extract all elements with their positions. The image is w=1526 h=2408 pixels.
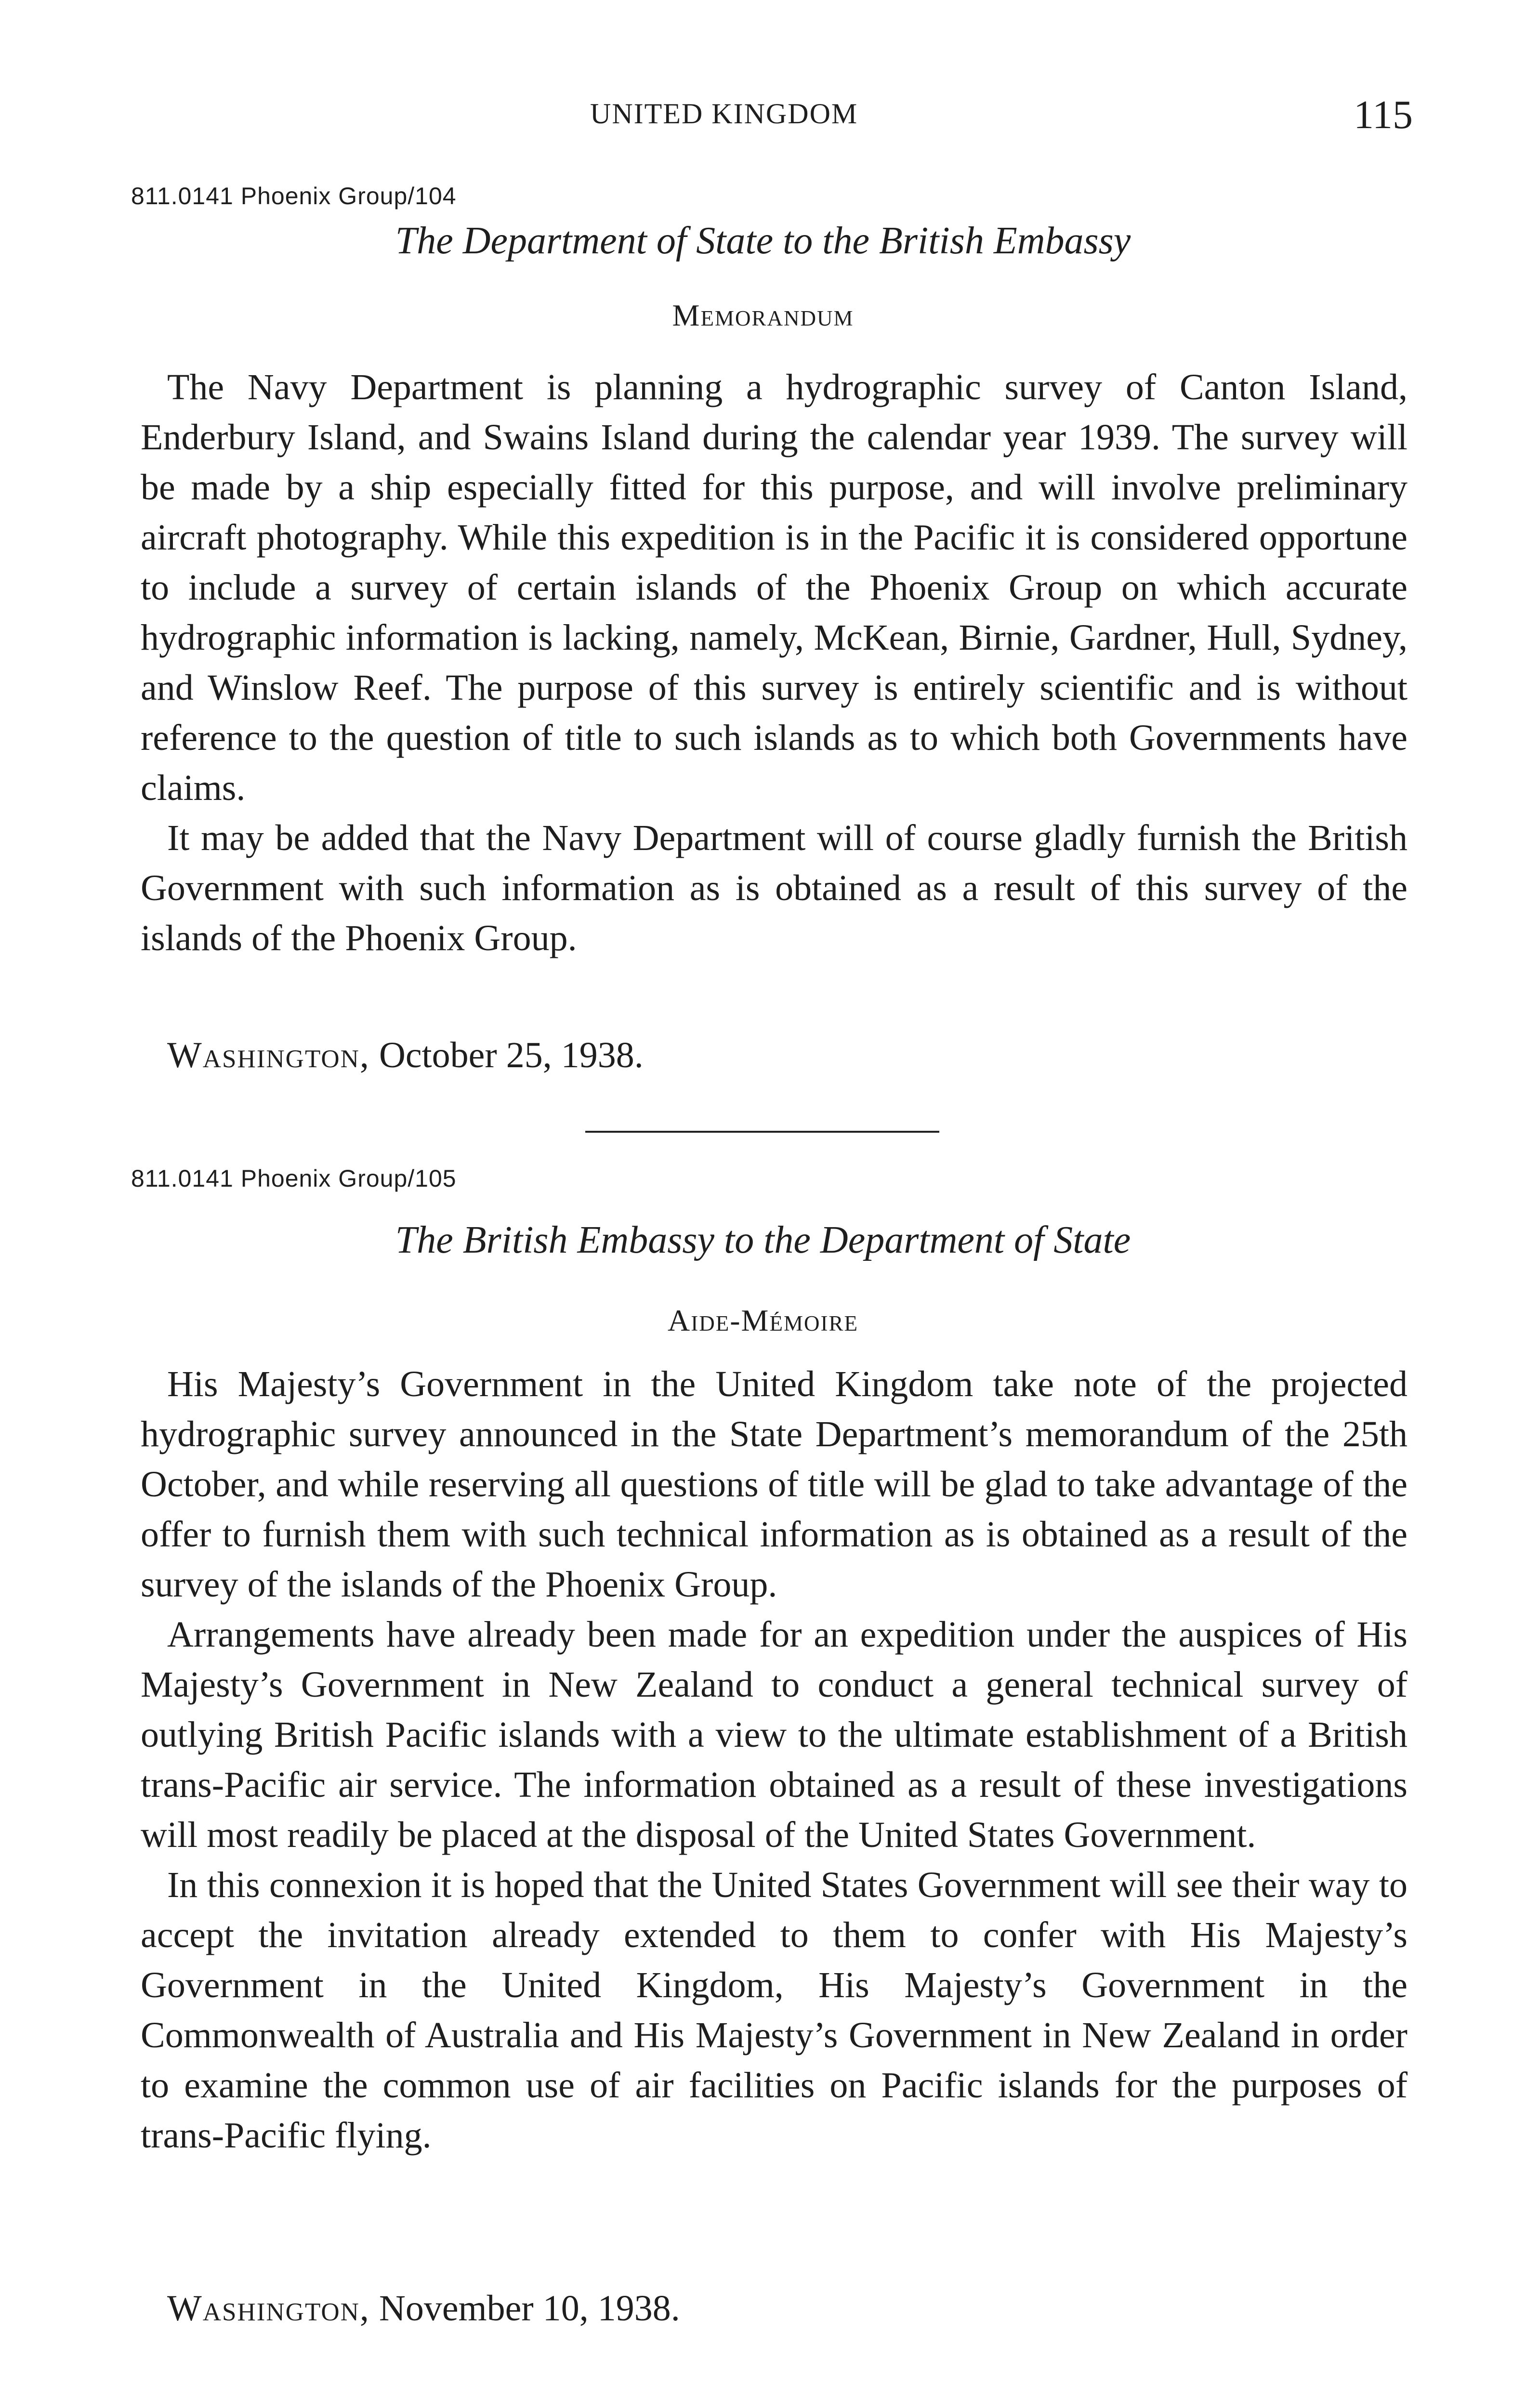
date-place: Washington, [167, 1035, 370, 1075]
page-number: 115 [1354, 92, 1413, 137]
document-heading: The Department of State to the British Embassy [395, 220, 1131, 262]
paragraph: In this connexion it is hoped that the United States Government will see their way to accept the invitation already extended to them to confer with His Majesty’s Government in the United Kingdom, His Majesty’s Government in the Commonwealth of Australia and His Majesty’s Government in New Zealand in order to examine the common use of air facilities on Pacific islands for the purposes of trans-Pacific flying. [141, 1865, 1408, 2156]
file-number: 811.0141 Phoenix Group/104 [131, 183, 457, 209]
document-body [141, 1359, 1408, 2160]
document-heading: The British Embassy to the Department of State [395, 1219, 1131, 1261]
date-line [167, 2288, 680, 2329]
paragraph: Arrangements have already been made for an expedition under the auspices of His Majesty’s Government in New Zealand to conduct a general technical survey of outlying British Pacific islands with a view to the ultimate establishment of a British trans-Pacific air service. The information obtained as a result of these investigations will most readily be placed at the disposal of the United States Government. [141, 1614, 1408, 1855]
date-line [167, 1034, 644, 1076]
document-body [141, 362, 1408, 963]
file-number: 811.0141 Phoenix Group/105 [131, 1165, 457, 1192]
paragraph: His Majesty’s Government in the United Kingdom take note of the projected hydrographic survey announced in the State Department’s memorandum of the 25th October, and while reserving all questions of title will be glad to take advantage of the offer to furnish them with such technical information as is obtained as a result of the survey of the islands of the Phoenix Group. [141, 1364, 1408, 1605]
date: November 10, 1938. [379, 2288, 680, 2329]
date: October 25, 1938. [379, 1035, 644, 1075]
running-head [0, 92, 1526, 135]
section-divider [585, 1131, 939, 1133]
document-type: Aide-Mémoire [668, 1303, 858, 1337]
document-type: Memorandum [672, 298, 854, 332]
paragraph: The Navy Department is planning a hydrographic survey of Canton Island, Enderbury Island, and Swains Island during the calendar year 1939. The survey will be made by a ship especially fitted for this purpose, and will involve preliminary aircraft photography. While this expedition is in the Pacific it is considered opportune to include a survey of certain islands of the Phoenix Group on which accurate hydrographic information is lacking, namely, McKean, Birnie, Gardner, Hull, Sydney, and Winslow Reef. The purpose of this survey is entirely scientific and is without reference to the question of title to such islands as to which both Governments have claims. [141, 367, 1408, 808]
paragraph: It may be added that the Navy Department will of course gladly furnish the British Government with such information as is obtained as a result of this survey of the islands of the Phoenix Group. [141, 818, 1408, 958]
running-title: UNITED KINGDOM [590, 98, 858, 130]
date-place: Washington, [167, 2288, 370, 2329]
